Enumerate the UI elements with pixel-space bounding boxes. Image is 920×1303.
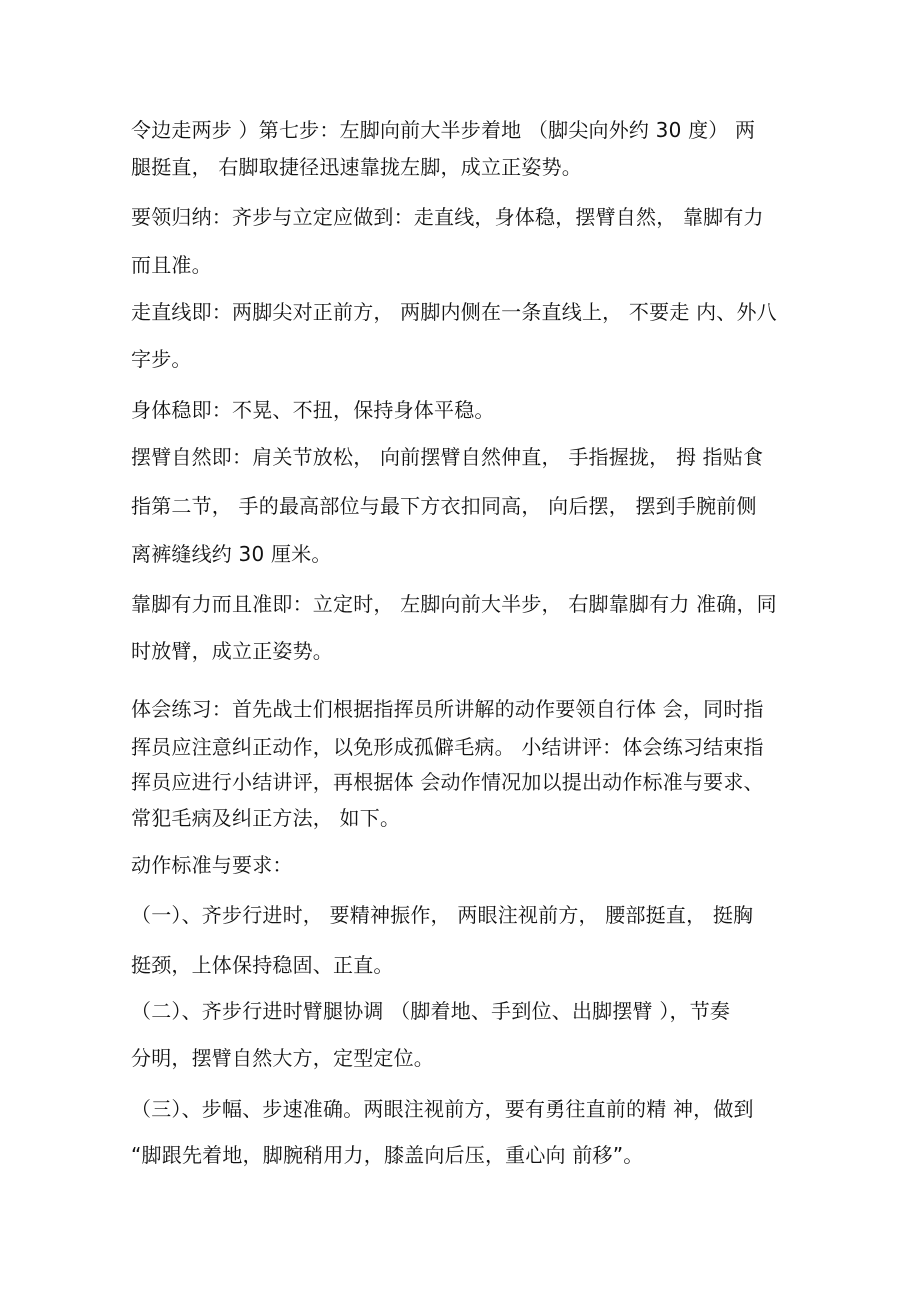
text-line: 体会练习：首先战士们根据指挥员所讲解的动作要领自行体 会，同时指 [131,697,764,721]
text-line: 字步。 [131,347,192,371]
text-line: 指第二节， 手的最高部位与最下方衣扣同高， 向后摆， 摆到手腕前侧 [131,494,757,518]
text-line: （一）、齐步行进时， 要精神振作， 两眼注视前方， 腰部挺直， 挺胸 [131,903,754,927]
text-line: 分明，摆臂自然大方，定型定位。 [131,1046,434,1070]
text-line: 令边走两步 ）第七步：左脚向前大半步着地 （脚尖向外约 30 度） 两 [131,118,756,142]
text-line: 挥员应进行小结讲评，再根据体 会动作情况加以提出动作标准与要求、 [131,770,764,794]
text-line: 时放臂，成立正姿势。 [131,639,333,663]
text-line: 靠脚有力而且准即：立定时， 左脚向前大半步， 右脚靠脚有力 准确，同 [131,592,777,616]
text-line: 要领归纳：齐步与立定应做到：走直线，身体稳，摆臂自然， 靠脚有力 [131,205,764,229]
text-line: 腿挺直， 右脚取捷径迅速靠拢左脚，成立正姿势。 [131,155,582,179]
text-line: 常犯毛病及纠正方法， 如下。 [131,806,401,830]
text-line: 走直线即：两脚尖对正前方， 两脚内侧在一条直线上， 不要走 内、外八 [131,300,777,324]
text-line: 挥员应注意纠正动作，以免形成孤僻毛病。 小结讲评：体会练习结束指 [131,735,764,759]
text-line: 挺颈，上体保持稳固、正直。 [131,953,394,977]
text-line: “脚跟先着地，脚腕稍用力，膝盖向后压，重心向 前移”。 [131,1143,644,1167]
text-line: （二）、齐步行进时臂腿协调 （脚着地、手到位、出脚摆臂 ），节奏 [131,999,731,1023]
text-line: 动作标准与要求： [131,853,293,877]
text-line: 身体稳即：不晃、不扭，保持身体平稳。 [131,398,495,422]
text-line: 摆臂自然即：肩关节放松， 向前摆臂自然伸直， 手指握拢， 拇 指贴食 [131,445,764,469]
text-line: 而且准。 [131,253,212,277]
text-line: 离裤缝线约 30 厘米。 [131,542,332,566]
text-line: （三）、步幅、步速准确。两眼注视前方，要有勇往直前的精 神，做到 [131,1097,754,1121]
